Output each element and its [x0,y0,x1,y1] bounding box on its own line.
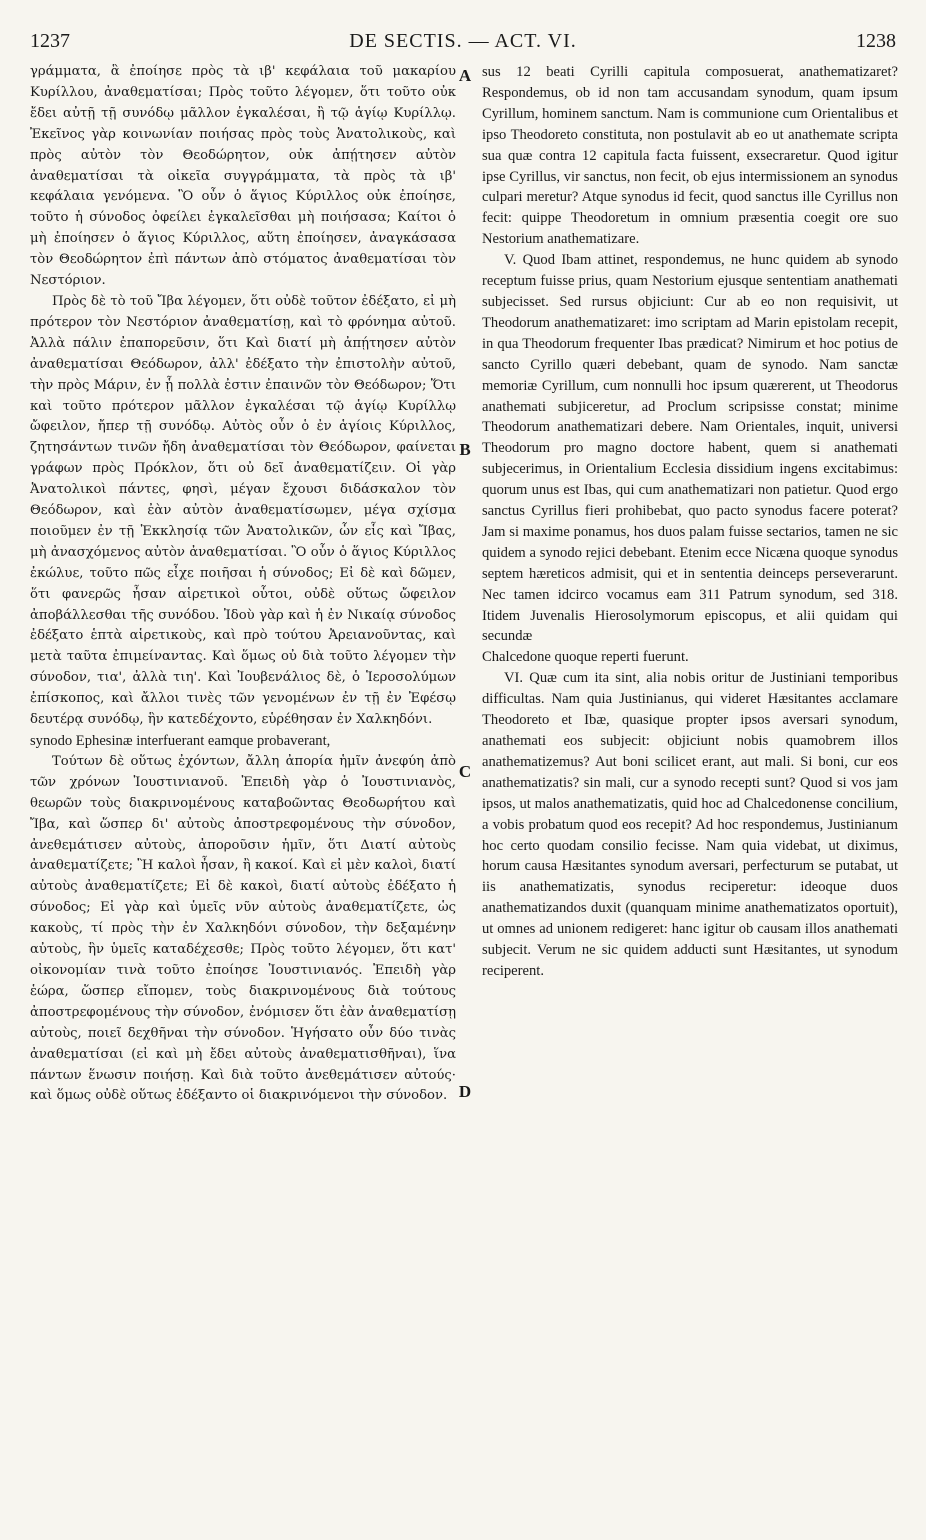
greek-paragraph-3: Τούτων δὲ οὕτως ἐχόντων, ἄλλη ἀπορία ἡμῖν ἀνεφύη ἀπὸ τῶν χρόνων Ἰουστινιανοῦ. Ἐπειδὴ γὰρ ὁ Ἰουστινιανὸς, θεωρῶν τοὺς διακρινομένους καταβοῶντας Θεοδωρήτου καὶ Ἴβα, καὶ ὥσπερ δι' αὐτοὺς ἀποστρεφομένους τὴν σύνοδον, ἀνεθεμάτισεν αὐτοὺς, ἀποροῦσιν ἡμῖν, ὅτι Διατί αὐτοὺς ἀναθεματίζετε; Ἢ καλοὶ ἦσαν, ἢ κακοί. Καὶ εἰ μὲν καλοὶ, διατί αὐτοὺς ἀναθεματίζετε; Εἰ δὲ κακοὶ, διατί αὐτοὺς ἐδέξατο ἡ σύνοδος; Εἰ γὰρ καὶ ὑμεῖς νῦν αὐτοὺς ἀναθεματίζετε, ὡς κακοὺς, τί πρὸς τὴν ἐν Χαλκηδόνι σύνοδον, τὴν δεξαμένην αὐτοὺς, ἣν ὑμεῖς καταδέχεσθε; Πρὸς τοῦτο λέγομεν, ὅτι κατ' οἰκονομίαν τινὰ τοῦτο ἐποίησε Ἰουστινιανός. Ἐπειδὴ γὰρ ἑώρα, ὥσπερ εἴπομεν, τοὺς διακρινομένους διὰ τούτους ἀποστρεφομένους τὴν σύνοδον, ἐνόμισεν ὅτι ἐὰν ἀναθεματίσῃ αὐτοὺς, ποιεῖ δεχθῆναι τὴν σύνοδον. Ἡγήσατο οὖν δύο τινὰς ἀναθεματίσαι (εἰ καὶ μὴ ἔδει αὐτοὺς ἀναθεματισθῆναι), ἵνα πάντων ἕνωσιν ποιήσῃ. Καὶ διὰ τοῦτο ἀνεθεμάτισεν αὐτούς· καὶ ὅμως οὐδὲ οὕτως ἐδέξαντο οἱ διακρινόμενοι τὴν σύνοδον. [30,753,456,1104]
margin-letter-a: A [458,66,472,85]
left-page-number: 1237 [30,30,70,52]
margin-letter-c: C [458,762,472,781]
latin-paragraph-1: sus 12 beati Cyrilli capitula composuerat, anathematizaret? Respondemus, ob id non tam accusandam synodum, quam ipsum Cyrillum, hominem sanctum. Nam is communione cum Orientalibus et ipso Theodoreto constituta, non postulavit ab eo ut anathemate scripta sua quæ contra 12 capitula facta fuissent, exsecraretur. Quod igitur ipse Cyrillus, vir sanctus, non fecit, ob ejus intermissionem an synodus culpari meretur? Atque synodus id fecit, quod sanctus ille Cyrillus non fecit: quippe Theodoretum in omnium præsentia coegit ore suo Nestorium anathematizare. [482,64,898,248]
greek-paragraph-1: γράμματα, ἃ ἐποίησε πρὸς τὰ ιβ' κεφάλαια τοῦ μακαρίου Κυρίλλου, ἀναθεματίσαι; Πρὸς τοῦτο λέγομεν, ὅτι τοῦτο οὐκ ἔδει αὐτῇ τῇ συνόδῳ μᾶλλον ἐγκαλέσαι, ἢ τῷ ἁγίῳ Κυρίλλῳ. Ἐκεῖνος γὰρ κοινωνίαν ποιήσας πρὸς τοὺς Ἀνατολικοὺς, καὶ πρὸς αὐτὸν τὸν Θεοδώρητον, οὐκ ἀπῄτησεν αὐτὸν ἀναθεματίσαι τὰ οἰκεῖα συγγράμματα, τὰ πρὸς τὰ ιβ' κεφάλαια γενόμενα. Ὃ οὖν ὁ ἅγιος Κύριλλος οὐκ ἐποίησε, τοῦτο ἡ σύνοδος ὀφείλει ἐγκαλεῖσθαι μὴ ποιήσασα; Καίτοι ὁ μὴ ἐποίησεν ὁ ἅγιος Κύριλλος, αὕτη ἐποίησεν, ἀναγκάσασα τὸν Θεοδώρητον ἐπὶ πάντων ἀπὸ στόματος ἀναθεματίσαι τὸν Νεστόριον. [30,64,456,289]
page-header [30,30,896,62]
latin-paragraph-2-end: Chalcedone quoque reperti fuerunt. [482,649,689,666]
latin-paragraph-3: VI. Quæ cum ita sint, alia nobis oritur de Justiniani temporibus difficultas. Nam quia Justinianus, qui videret Hæsitantes acclamare Theodoreto et Ibæ, quasique propter ipsos aversari synodum, anathemati eos subjecit: objiciunt nobis quamobrem illos anathematizemus? Aut boni scilicet erant, aut mali. Si boni, cur eos anathematizatis? sin mali, cur a synodo recepti sunt? Quod si vos jam ipsos, ut malos anathematizatis, quid hoc ad Chalcedonense concilium, a vobis probatum quod eos recepit? Ad hoc respondemus, Justinianum hoc certo quodam consilio fecisse. Nam quia videbat, ut diximus, horum causa Hæsitantes synodum aversari, perfecturum se putabat, ut iis anathematizatis, synodus reciperetur: ideoque duos anathematizandos duxit (quanquam minime anathematizatos oportuit), ut omnes ad unionem redigeret: hanc igitur ob causam illos anathemati subjecit. Verum ne sic quidem adducti sunt Hæsitantes, ut synodum reciperent. [482,670,898,979]
latin-paragraph-2: V. Quod Ibam attinet, respondemus, ne hunc quidem ab synodo receptum fuisse prius, quam Nestorium ejusque sententiam anathemati subjecisset. Sed rursus objiciunt: Cur ab eo non requisivit, ut Theodorum anathematizaret: imo scriptam ad Marin epistolam recepit, in qua Theodorum frequenter Ibas prædicat? Nimirum et hoc potius de sancto Cyrillo quæri debebant, quam de synodo. Nam sanctæ memoriæ Cyrillum, cum nonnulli hoc ipsum quærerent, ut Theodorus anathemati subjiceretur, ad Proclum scripsisse constat; minime Theodorum anathematizari debere. Nam Orientales, inquit, universi Theodorum pro magno doctore habent, quem si anathemati subjecerimus, in Orientalium Ecclesia dissidium ingens excitabimus: quorum unus est Ibas, qui cum anathematizari non patietur. Quod ergo sanctus Cyrillus fieri prohibebat, quo pacto synodus facere poterat? Jam si maxime ponamus, hos duos palam fuisse sectarios, tamen ne sic quidem a synodo rejici debebant. Etenim ecce Nicæna quoque synodus septem hæreticos admisit, qui et in sententia deinceps perseverarunt. Nec tamen idcirco vocamus eam 311 Patrum synodum, sed 318. Itidem Juvenalis Hierosolymorum episcopus, et alii quidam qui secundæ [482,252,898,645]
latin-column [482,62,898,982]
latin-spill-line: synodo Ephesinæ interfuerant eamque probaverant, [30,733,331,749]
greek-paragraph-2: Πρὸς δὲ τὸ τοῦ Ἴβα λέγομεν, ὅτι οὐδὲ τοῦτον ἐδέξατο, εἰ μὴ πρότερον τὸν Νεστόριον ἀναθεματίσῃ, καὶ τὸ φρόνημα αὐτοῦ. Ἀλλὰ πάλιν ἐπαπορεῦσιν, ὅτι Καὶ διατί μὴ ἀπῄτησεν αὐτὸν ἀναθεματίσαι Θεόδωρον, ἀλλ' ἐδέξατο τὴν ἐπιστολὴν αὐτοῦ, τὴν πρὸς Μάριν, ἐν ᾗ πολλὰ ἐστιν ἐπαινῶν τὸν Θεόδωρον; Ὅτι καὶ τοῦτο πρότερον μᾶλλον ἐγκαλέσαι τῷ ἁγίῳ Κυρίλλῳ ὤφειλον, ἤπερ τῇ συνόδῳ. Αὐτὸς οὖν ὁ ἐν ἁγίοις Κύριλλος, ζητησάντων τινῶν ἤδη ἀναθεματίσαι τὸν Θεόδωρον, φαίνεται γράφων πρὸς Πρόκλον, ὅτι οὐ δεῖ ἀναθεματίζειν. Οἱ γὰρ Ἀνατολικοὶ πάντες, φησὶ, μέγαν ἔχουσι διδάσκαλον τὸν Θεόδωρον, καὶ ἐὰν αὐτὸν ἀναθεματίσωμεν, μέγα σχίσμα ποιοῦμεν ἐν τῇ Ἐκκλησίᾳ τῶν Ἀνατολικῶν, ὧν εἷς καὶ Ἴβας, μὴ ἀνασχόμενος αὐτὸν ἀναθεματίσαι. Ὃ οὖν ὁ ἅγιος Κύριλλος ἐκώλυε, τοῦτο πῶς εἶχε ποιῆσαι ἡ σύνοδος; Εἰ δὲ καὶ δῶμεν, ὅτι φανερῶς ἦσαν αἱρετικοὶ οὗτοι, οὐδὲ οὕτως ὤφειλον ἀποβάλλεσθαι τῆς συνόδου. Ἰδοὺ γὰρ καὶ ἡ ἐν Νικαίᾳ σύνοδος ἐδέξατο ἑπτὰ αἱρετικοὺς, καὶ πρὸ τούτου Ἀρειανοῦντας, καὶ μετὰ ταῦτα ἐπιμείναντας. Καὶ ὅμως οὐ διὰ τοῦτο λέγομεν τὴν σύνοδον, τια', ἀλλὰ τιη'. Καὶ Ἰουβενάλιος δὲ, ὁ Ἱεροσολύμων ἐπίσκοπος, καὶ ἄλλοι τινὲς τῶν γενομένων ἐν τῇ ἐν Ἐφέσῳ δευτέρᾳ συνόδῳ, ἣν κατεδέχοντο, εὑρέθησαν ἐν Χαλκηδόνι. [30,293,456,728]
right-page-number: 1238 [856,30,896,52]
running-title: DE SECTIS. — ACT. VI. [349,30,577,52]
margin-letter-d: D [458,1082,472,1101]
margin-letter-b: B [459,440,471,459]
greek-column [30,62,456,1107]
